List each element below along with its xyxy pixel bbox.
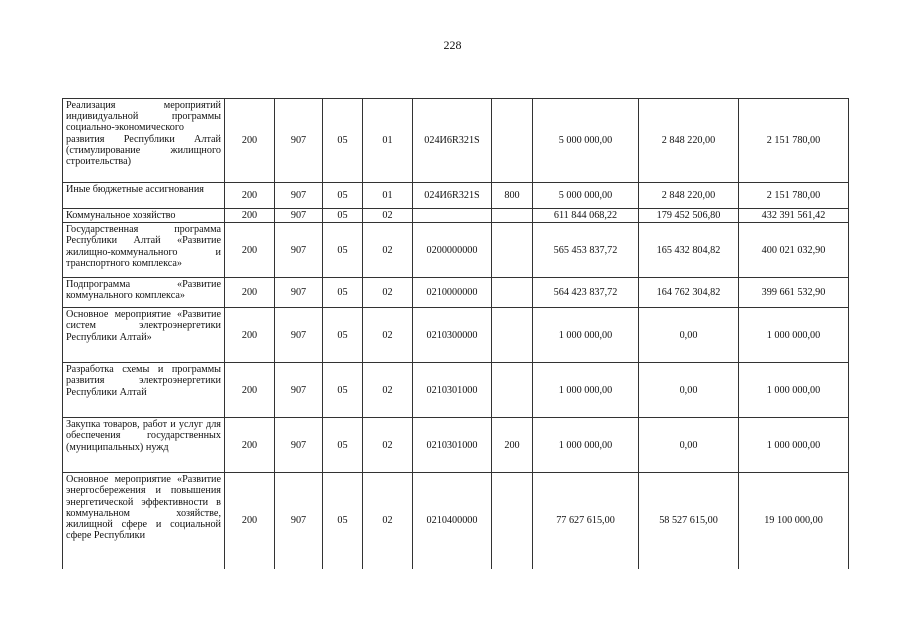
cell-code: 907 (275, 473, 323, 569)
table-row (63, 209, 849, 223)
cell-rz: 05 (323, 99, 363, 183)
cell-grbs: 200 (225, 223, 275, 278)
cell-vr: 200 (492, 418, 533, 473)
cell-grbs: 200 (225, 308, 275, 363)
cell-vr (492, 363, 533, 418)
cell-sum-3: 432 391 561,42 (739, 209, 849, 223)
cell-code: 907 (275, 308, 323, 363)
cell-sum-3: 400 021 032,90 (739, 223, 849, 278)
cell-pr: 01 (363, 99, 413, 183)
table-row (63, 363, 849, 418)
cell-csr: 0200000000 (413, 223, 492, 278)
cell-vr (492, 99, 533, 183)
cell-csr: 0210000000 (413, 278, 492, 308)
cell-pr: 02 (363, 209, 413, 223)
cell-sum-2: 2 848 220,00 (639, 99, 739, 183)
page-number: 228 (443, 38, 462, 52)
cell-pr: 01 (363, 183, 413, 209)
cell-sum-3: 1 000 000,00 (739, 308, 849, 363)
cell-vr (492, 308, 533, 363)
cell-rz: 05 (323, 183, 363, 209)
cell-rz: 05 (323, 308, 363, 363)
cell-sum-2: 165 432 804,82 (639, 223, 739, 278)
cell-rz: 05 (323, 473, 363, 569)
cell-csr: 0210301000 (413, 418, 492, 473)
cell-name: Разработка схемы и программы развития электроэнергетики Республики Алтай (63, 363, 225, 418)
cell-name: Коммунальное хозяйство (63, 209, 225, 223)
cell-sum-total: 77 627 615,00 (533, 473, 639, 569)
cell-name: Государственная программа Республики Алтай «Развитие жилищно-коммунального и транспортного комплекса» (63, 223, 225, 278)
cell-vr (492, 223, 533, 278)
cell-sum-2: 0,00 (639, 308, 739, 363)
cell-sum-total: 5 000 000,00 (533, 183, 639, 209)
cell-name: Основное мероприятие «Развитие энергосбережения и повышения энергетической эффективности в коммунальном хозяйстве, жилищной сфере и социальной сфере Республики (63, 473, 225, 569)
cell-pr: 02 (363, 223, 413, 278)
cell-sum-total: 5 000 000,00 (533, 99, 639, 183)
cell-sum-2: 2 848 220,00 (639, 183, 739, 209)
cell-rz: 05 (323, 223, 363, 278)
cell-sum-total: 564 423 837,72 (533, 278, 639, 308)
cell-sum-3: 1 000 000,00 (739, 418, 849, 473)
cell-name: Иные бюджетные ассигнования (63, 183, 225, 209)
cell-sum-3: 19 100 000,00 (739, 473, 849, 569)
cell-grbs: 200 (225, 99, 275, 183)
cell-name: Реализация мероприятий индивидуальной программы социально-экономического развития Республики Алтай (стимулирование жилищного строительства) (63, 99, 225, 183)
cell-rz: 05 (323, 278, 363, 308)
cell-pr: 02 (363, 473, 413, 569)
cell-sum-2: 58 527 615,00 (639, 473, 739, 569)
table-row (63, 308, 849, 363)
cell-name: Основное мероприятие «Развитие систем электроэнергетики Республики Алтай» (63, 308, 225, 363)
cell-code: 907 (275, 99, 323, 183)
cell-rz: 05 (323, 363, 363, 418)
cell-pr: 02 (363, 418, 413, 473)
cell-vr: 800 (492, 183, 533, 209)
cell-sum-total: 1 000 000,00 (533, 418, 639, 473)
cell-sum-total: 1 000 000,00 (533, 363, 639, 418)
cell-sum-3: 2 151 780,00 (739, 99, 849, 183)
cell-csr: 0210400000 (413, 473, 492, 569)
budget-table (62, 98, 849, 569)
table-row (63, 473, 849, 569)
cell-sum-total: 611 844 068,22 (533, 209, 639, 223)
cell-pr: 02 (363, 278, 413, 308)
cell-code: 907 (275, 209, 323, 223)
table-row (63, 223, 849, 278)
cell-code: 907 (275, 278, 323, 308)
cell-vr (492, 209, 533, 223)
cell-grbs: 200 (225, 418, 275, 473)
cell-sum-3: 2 151 780,00 (739, 183, 849, 209)
table-row (63, 183, 849, 209)
cell-csr (413, 209, 492, 223)
cell-rz: 05 (323, 418, 363, 473)
cell-csr: 024И6R321S (413, 183, 492, 209)
cell-code: 907 (275, 418, 323, 473)
cell-csr: 024И6R321S (413, 99, 492, 183)
cell-vr (492, 278, 533, 308)
cell-vr (492, 473, 533, 569)
table-row (63, 418, 849, 473)
cell-grbs: 200 (225, 183, 275, 209)
cell-name: Закупка товаров, работ и услуг для обеспечения государственных (муниципальных) нужд (63, 418, 225, 473)
cell-sum-2: 0,00 (639, 363, 739, 418)
cell-sum-2: 0,00 (639, 418, 739, 473)
cell-sum-2: 164 762 304,82 (639, 278, 739, 308)
table-row (63, 278, 849, 308)
cell-sum-total: 565 453 837,72 (533, 223, 639, 278)
cell-sum-3: 1 000 000,00 (739, 363, 849, 418)
cell-code: 907 (275, 363, 323, 418)
cell-sum-total: 1 000 000,00 (533, 308, 639, 363)
cell-code: 907 (275, 223, 323, 278)
cell-rz: 05 (323, 209, 363, 223)
cell-pr: 02 (363, 308, 413, 363)
cell-csr: 0210300000 (413, 308, 492, 363)
cell-code: 907 (275, 183, 323, 209)
cell-grbs: 200 (225, 278, 275, 308)
cell-grbs: 200 (225, 473, 275, 569)
cell-grbs: 200 (225, 209, 275, 223)
cell-name: Подпрограмма «Развитие коммунального комплекса» (63, 278, 225, 308)
cell-csr: 0210301000 (413, 363, 492, 418)
table-row (63, 99, 849, 183)
cell-pr: 02 (363, 363, 413, 418)
cell-sum-2: 179 452 506,80 (639, 209, 739, 223)
cell-grbs: 200 (225, 363, 275, 418)
cell-sum-3: 399 661 532,90 (739, 278, 849, 308)
